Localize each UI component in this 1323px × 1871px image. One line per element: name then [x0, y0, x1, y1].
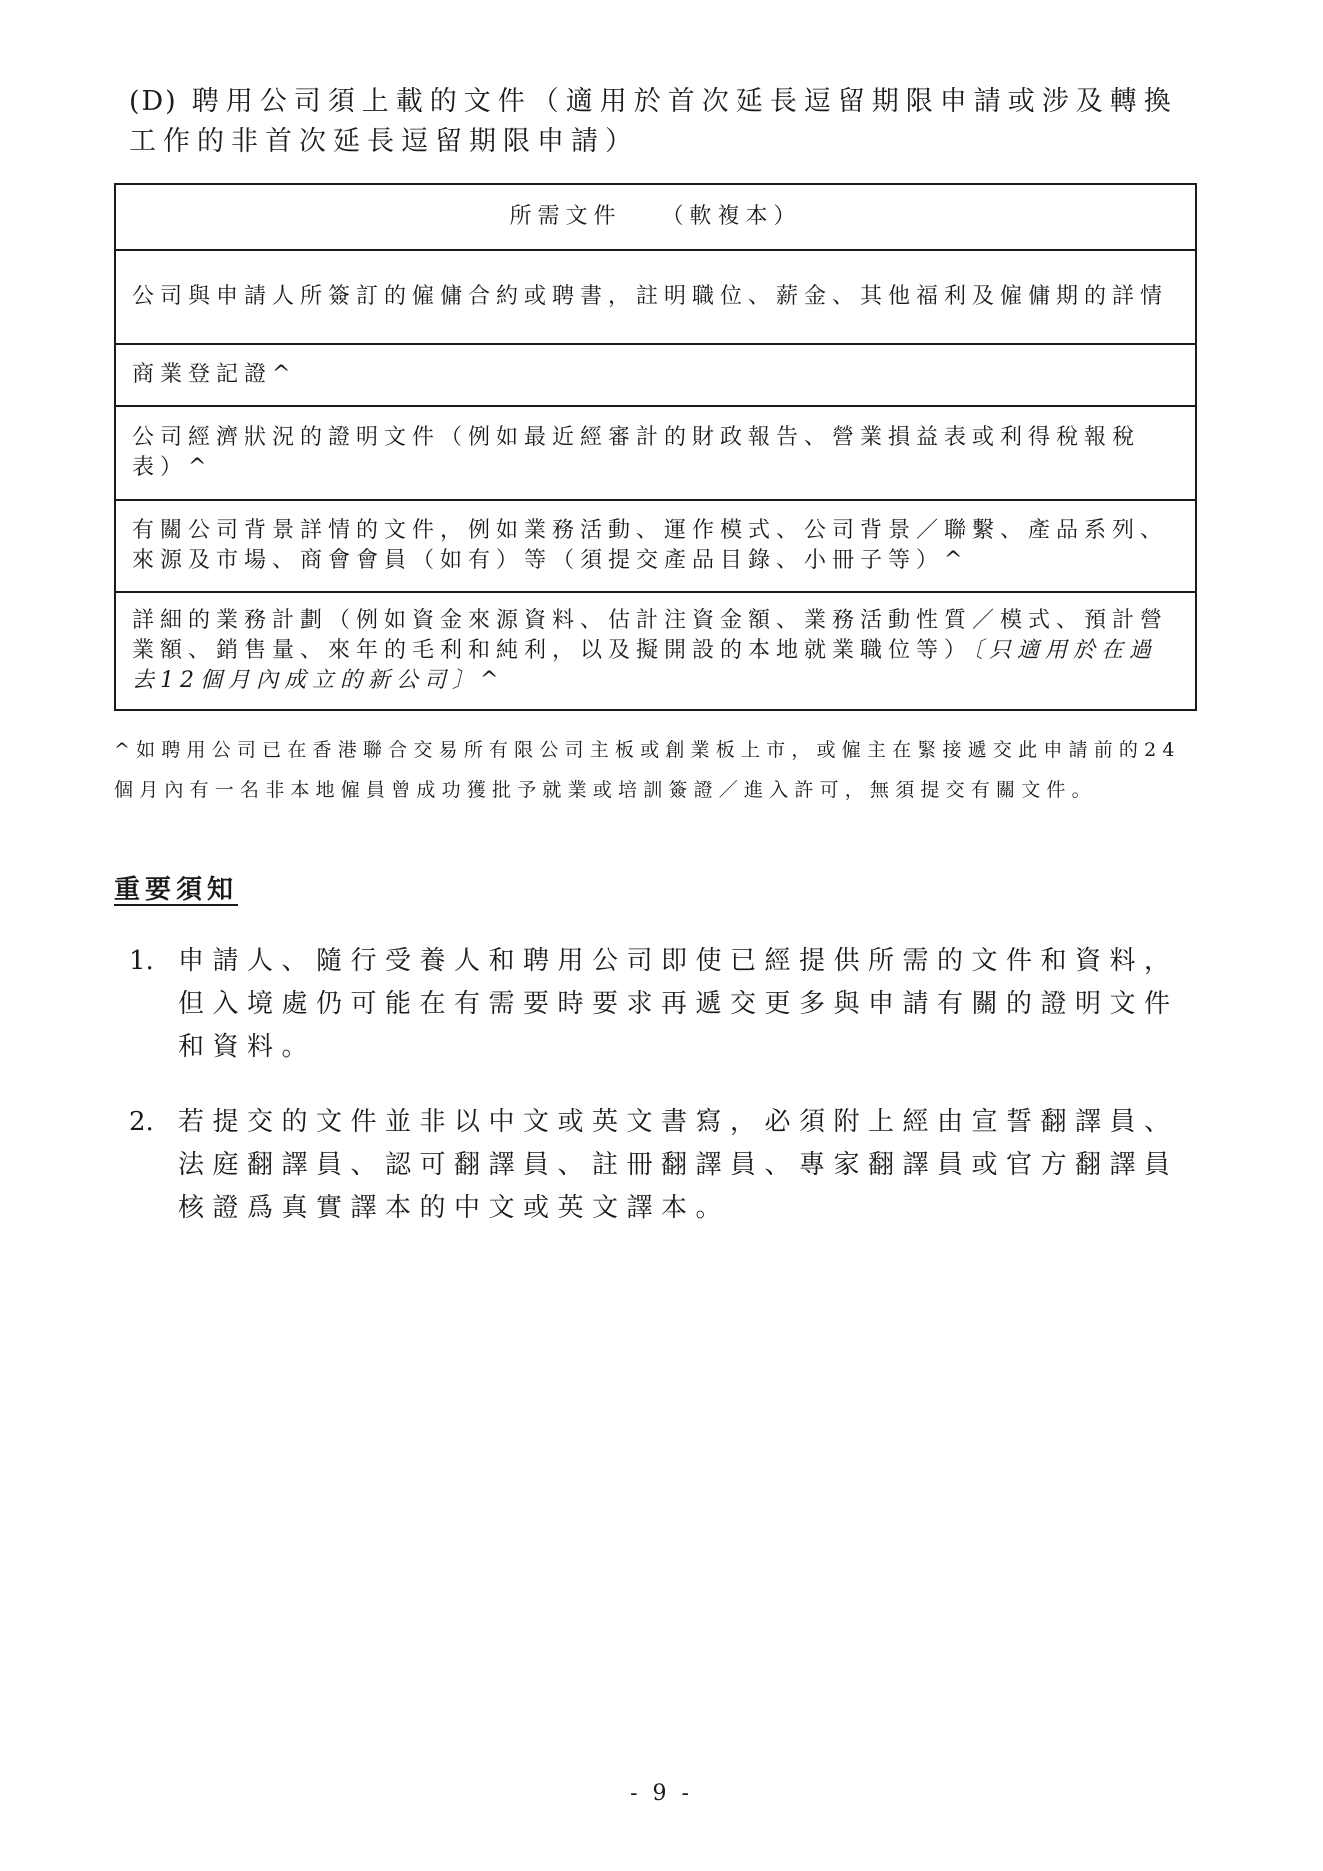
section-label: (D): [129, 86, 178, 117]
table-cell-employment-contract: 公司與申請人所簽訂的僱傭合約或聘書，註明職位、薪金、其他福利及僱傭期的詳情: [115, 250, 1196, 344]
page-number: - 9 -: [630, 1781, 693, 1806]
section-heading: [129, 82, 1199, 162]
table-cell-company-background: 有關公司背景詳情的文件，例如業務活動、運作模式、公司背景／聯繫、產品系列、來源及市場、商會會員（如有）等（須提交產品目錄、小冊子等）^: [115, 500, 1196, 592]
section-title: 聘用公司須上載的文件（適用於首次延長逗留期限申請或涉及轉換工作的非首次延長逗留期限申請）: [129, 86, 1178, 157]
table-row: [115, 406, 1196, 500]
table-header: [115, 184, 1196, 250]
list-item-number: 1.: [129, 946, 154, 976]
business-plan-text: 詳細的業務計劃（例如資金來源資料、估計注資金額、業務活動性質／模式、預計營業額、銷售量、來年的毛利和純利，以及擬開設的本地就業職位等）: [132, 608, 1169, 663]
table-cell-business-plan: [115, 592, 1196, 710]
table-header-sub: （軟複本）: [661, 204, 802, 229]
list-item: [129, 1101, 1199, 1230]
notice-list: [129, 940, 1199, 1230]
table-cell-business-registration: 商業登記證^: [115, 344, 1196, 406]
table-row: [115, 500, 1196, 592]
required-documents-table: [114, 183, 1197, 711]
business-plan-italic-note: 〔只適用於在過去12個月內成立的新公司〕: [132, 638, 1158, 693]
table-row: [115, 250, 1196, 344]
table-row: [115, 344, 1196, 406]
table-header-main: 所需文件: [509, 204, 622, 229]
list-item: [129, 940, 1199, 1069]
list-item-text: 若提交的文件並非以中文或英文書寫，必須附上經由宣誓翻譯員、法庭翻譯員、認可翻譯員、註冊翻譯員、專家翻譯員或官方翻譯員核證爲真實譯本的中文或英文譯本。: [178, 1107, 1179, 1223]
table-row: [115, 592, 1196, 710]
table-footnote: ^如聘用公司已在香港聯合交易所有限公司主板或創業板上市，或僱主在緊接遞交此申請前的24個月內有一名非本地僱員曾成功獲批予就業或培訓簽證／進入許可，無須提交有關文件。: [114, 739, 1181, 801]
list-item-text: 申請人、隨行受養人和聘用公司即使已經提供所需的文件和資料，但入境處仍可能在有需要時要求再遞交更多與申請有關的證明文件和資料。: [178, 946, 1179, 1062]
business-plan-suffix: ^: [480, 668, 505, 693]
table-cell-financial-status: 公司經濟狀況的證明文件（例如最近經審計的財政報告、營業損益表或利得稅報稅表）^: [115, 406, 1196, 500]
notice-heading: 重要須知: [114, 875, 239, 905]
list-item-number: 2.: [129, 1107, 154, 1137]
